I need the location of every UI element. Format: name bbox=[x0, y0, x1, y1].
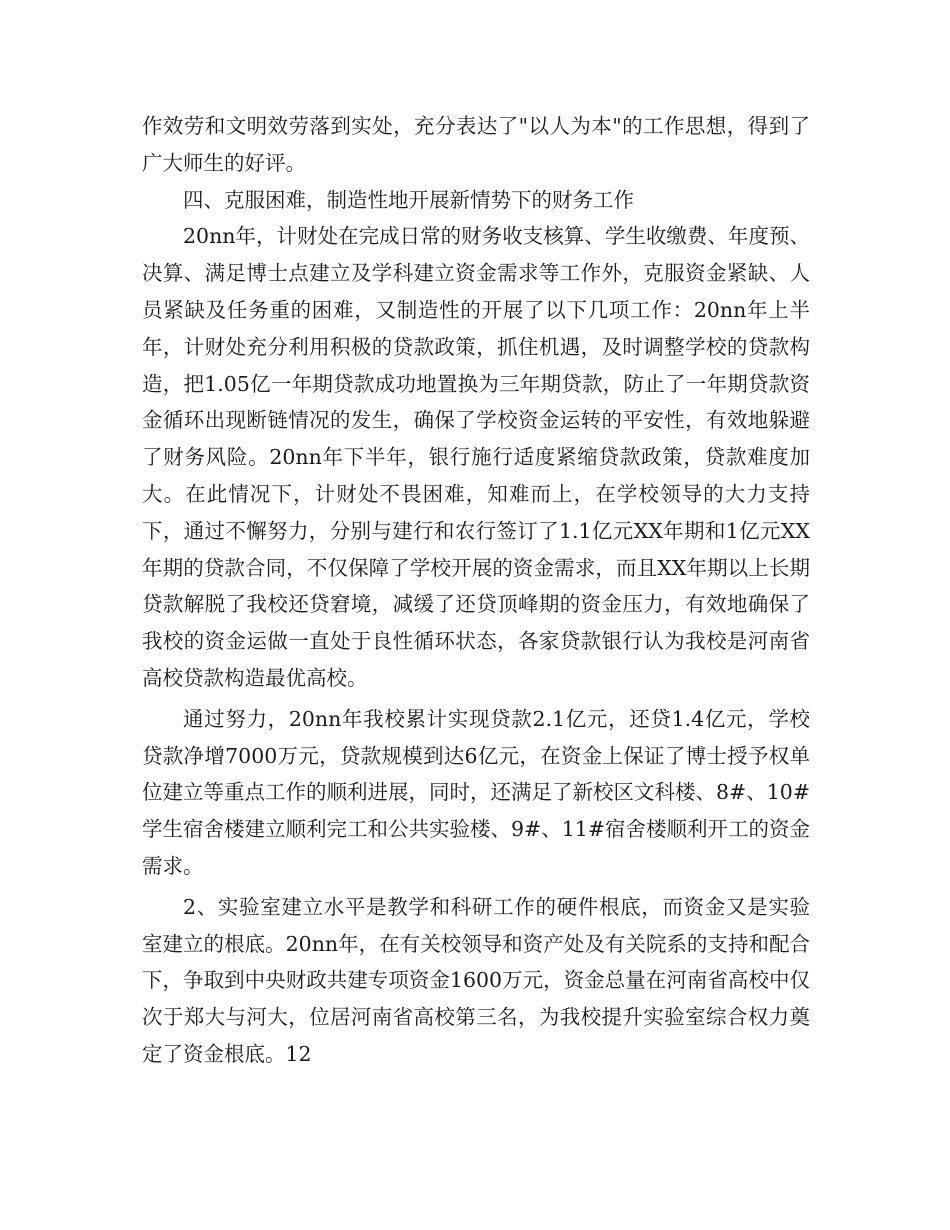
paragraph-continuation: 作效劳和文明效劳落到实处，充分表达了"以人为本"的工作思想，得到了广大师生的好评。 bbox=[142, 114, 810, 175]
paragraph-loan-restructuring: 20nn年，计财处在完成日常的财务收支核算、学生收缴费、年度预、决算、满足博士点建立及学科建立资金需求等工作外，克服资金紧缺、人员紧缺及任务重的困难，又制造性的开展了以下几项工作：20nn年上半年，计财处充分利用积极的贷款政策，抓住机遇，及时调整学校的贷款构造，把1.05亿一年期贷款成功地置换为三年期贷款，防止了一年期贷款资金循环出现断链情况的发生，确保了学校资金运转的平安性，有效地躲避了财务风险。20nn年下半年，银行施行适度紧缩贷款政策，贷款难度加大。在此情况下，计财处不畏困难，知难而上，在学校领导的大力支持下，通过不懈努力，分别与建行和农行签订了1.1亿元XX年期和1亿元XX年期的贷款合同，不仅保障了学校开展的资金需求，而且XX年期以上长期贷款解脱了我校还贷窘境，减缓了还贷顶峰期的资金压力，有效地确保了我校的资金运做一直处于良性循环状态，各家贷款银行认为我校是河南省高校贷款构造最优高校。 bbox=[142, 224, 810, 690]
document-body bbox=[142, 108, 810, 1073]
paragraph-laboratory-funding: 2、实验室建立水平是教学和科研工作的硬件根底，而资金又是实验室建立的根底。20nn年，在有关校领导和资产处及有关院系的支持和配合下，争取到中央财政共建专项资金1600万元，资金总量在河南省高校中仅次于郑大与河大，位居河南省高校第三名，为我校提升实验室综合权力奠定了资金根底。12 bbox=[142, 894, 810, 1066]
paragraph-loan-totals: 通过努力，20nn年我校累计实现贷款2.1亿元，还贷1.4亿元，学校贷款净增7000万元，贷款规模到达6亿元，在资金上保证了博士授予权单位建立等重点工作的顺利进展，同时，还满足了新校区文科楼、8#、10#学生宿舍楼建立顺利完工和公共实验楼、9#、11#宿舍楼顺利开工的资金需求。 bbox=[142, 706, 810, 878]
section-heading: 四、克服困难，制造性地开展新情势下的财务工作 bbox=[183, 187, 634, 212]
